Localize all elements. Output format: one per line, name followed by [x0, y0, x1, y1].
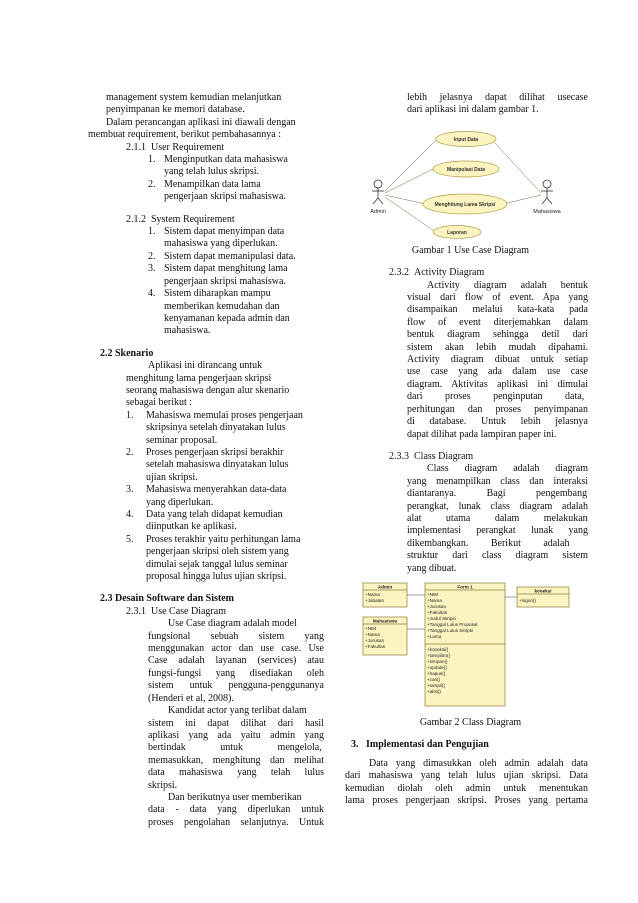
list-item: 3. Mahasiswa menyerahkan data-data yang diperlukan.: [126, 484, 287, 508]
class-op: +cari(): [427, 676, 441, 682]
actor-mahasiswa: [541, 180, 553, 204]
usecase-subheading: 2.3.1 Use Case Diagram: [126, 605, 226, 617]
class-op: +update(): [427, 664, 447, 670]
svg-text:Input Data: Input Data: [453, 136, 479, 143]
svg-text:Laporan: Laporan: [447, 229, 467, 236]
usecase-paragraph-1: Use Case diagram adalah model fungsional sebuah sistem yang menggunakan actor dan use case. Use Case adalah layanan (services) atau fungsi-fungsi yang disediakan oleh sistem untuk pengguna-penggunanya (Henderi et al, 2008).: [148, 618, 324, 704]
list-item: 1. Menginputkan data mahasiswa yang telah lulus skripsi.: [148, 154, 288, 178]
class-attr: +Jabatan: [365, 597, 385, 603]
skenario-line: menghitung lama pengerjaan skripsi: [126, 372, 272, 384]
class-attr: +NIM: [365, 625, 377, 631]
class-mahasiswa-title: Mahasiswa: [372, 618, 398, 624]
class-attr: +Nama: [365, 591, 380, 597]
usecase-laporan: [433, 225, 481, 238]
class-admin-title: Admin: [377, 584, 393, 590]
class-op: +logon(): [519, 597, 536, 603]
skenario-heading: 2.2 Skenario: [100, 347, 154, 359]
class-attr: +Jurusan: [365, 637, 385, 643]
class-koneksi-title: koneksi: [534, 588, 552, 594]
class-op: +simpan(): [427, 658, 448, 664]
list-item: 4. Sistem diharapkan mampu memberikan kemudahan dan kenyamanan kepada admin dan mahasiswa.: [148, 288, 290, 337]
class-attr: +Fakultas: [365, 643, 386, 649]
usecase-paragraph-3: Dan berikutnya user memberikan data - data yang diperlukan untuk proses pengolahan selanjutnya. Untuk: [148, 791, 324, 828]
impl-paragraph: Data yang dimasukkan oleh admin adalah data dari mahasiswa yang telah lulus ujian skripsi. Data kemudian diolah oleh admin untuk menentukan lama proses pengerjaan skripsi. Proses yang pertama: [345, 757, 588, 806]
list-item: 3. Sistem dapat menghitung lama pengerjaan skripsi mahasiswa.: [148, 263, 288, 287]
class-op: +aksi(): [427, 688, 441, 694]
class-attr: +Nama: [427, 597, 442, 603]
class-attr: +Tanggal Lulus Proposal: [427, 621, 478, 627]
class-attr: +Judul Skripsi: [427, 615, 456, 621]
intro-line: Dalam perancangan aplikasi ini diawali dengan: [106, 116, 296, 128]
skenario-line: sebagai berikut :: [126, 397, 193, 409]
intro-line: membuat requirement, berikut pembahasannya :: [88, 129, 281, 141]
usecase-diagram-svg: [345, 121, 588, 239]
activity-paragraph: Activity diagram adalah bentuk visual dari flow of event. Apa yang disampaikan melalui kata-kata pada flow of event diterjemahkan dalam bentuk diagram sehingga detil dari sistem akan lebih mudah dipahami. Activity diagram dibuat untuk setiap use case yang ada dalam use case diagram. Aktivitas aplikasi ini dimulai dari proses penginputan data, perhitungan dan proses penyimpanan di database. Untuk lebih jelasnya dapat dilihat pada lampiran paper ini.: [407, 279, 588, 440]
class-attr: +Lama: [427, 633, 442, 639]
user-req-heading: 2.1.1 User Requirement: [126, 141, 225, 153]
figure-1-caption: Gambar 1 Use Case Diagram: [411, 244, 530, 256]
usecase-manipulasi-data: [433, 161, 499, 177]
desain-heading: 2.3 Desain Software dan Sistem: [100, 593, 234, 605]
intro-line: lebih jelasnya dapat dilihat usecase: [407, 92, 588, 103]
class-attr: +Nama: [365, 631, 380, 637]
usecase-links: [385, 136, 541, 233]
class-attr: +NIM: [427, 591, 439, 597]
actor-admin: [372, 180, 384, 204]
list-item: 2. Proses pengerjaan skripsi berakhir setelah mahasiswa dinyatakan lulus ujian skripsi.: [126, 446, 289, 483]
list-item: 4. Data yang telah didapat kemudian diinputkan ke aplikasi.: [126, 509, 283, 533]
class-heading: 2.3.3 Class Diagram: [389, 450, 474, 462]
class-op: +tampilan(): [427, 652, 451, 658]
usecase-menghitung: [423, 194, 507, 214]
class-diagram-svg: [345, 579, 588, 711]
skenario-line: seorang mahasiswa dengan alur skenario: [126, 384, 290, 396]
class-attr: +Jurusan: [427, 603, 447, 609]
usecase-paragraph-2: Kandidat actor yang terlibat dalam sistem ini dapat dilihat dari hasil aplikasi yang ada yaitu admin yang bertindak untuk mengelola, memasukkan, menghitung dan melihat data mahasiswa yang telah lulus skripsi.: [148, 705, 324, 791]
usecase-input-data: [436, 131, 496, 146]
list-item: 5. Proses terakhir yaitu perhitungan lama pengerjaan skripsi oleh sistem yang dimulai sejak tanggal lulus seminar proposal hingga lulus ujian skripsi.: [126, 533, 301, 583]
list-item: 2. Menampilkan data lama pengerjaan skripsi mahasiswa.: [148, 178, 286, 203]
sys-req-heading: 2.1.2 System Requirement: [126, 213, 235, 225]
class-form-title: Form 1: [457, 584, 473, 590]
figure-2-caption: Gambar 2 Class Diagram: [419, 716, 522, 728]
svg-text:Manipulasi Data: Manipulasi Data: [446, 166, 486, 173]
left-column: [88, 92, 324, 829]
class-op: +tampil(): [427, 682, 445, 688]
actor-admin-label: Admin: [370, 208, 386, 215]
list-item: 2. Sistem dapat memanipulasi data.: [148, 250, 296, 262]
class-diagram: [345, 579, 588, 711]
intro-line: penyimpanan ke memori database.: [106, 104, 245, 116]
class-op: +hapus(): [427, 670, 446, 676]
usecase-diagram: [345, 121, 588, 239]
activity-heading: 2.3.2 Activity Diagram: [389, 267, 485, 279]
impl-heading: 3. Implementasi dan Pengujian: [351, 739, 489, 751]
class-attr: +Tanggal Lulus Skripsi: [427, 627, 474, 633]
skenario-line: Aplikasi ini dirancang untuk: [148, 360, 263, 372]
class-paragraph: Class diagram adalah diagram yang menampilkan class dan interaksi diantaranya. Bagi pengembang perangkat, lunak class diagram adalah alat utama dalam melakukan implementasi perangkat lunak yang dikembangkan. Berikut adalah struktur dari class diagram sistem yang dibuat.: [407, 463, 588, 574]
actor-mahasiswa-label: Mahasiswa: [533, 208, 561, 215]
svg-text:Menghitung Lama Skripsi: Menghitung Lama Skripsi: [434, 201, 496, 208]
list-item: 1. Sistem dapat menyimpan data mahasiswa yang diperlukan.: [148, 226, 285, 250]
intro-line: dari aplikasi ini dalam gambar 1.: [407, 104, 539, 116]
intro-line: management system kemudian melanjutkan: [106, 92, 282, 103]
class-attr: +Fakultas: [427, 609, 448, 615]
list-item: 1. Mahasiswa memulai proses pengerjaan skripsinya setelah dinyatakan lulus seminar proposal.: [126, 409, 303, 446]
class-op: +koneksi(): [427, 646, 449, 652]
right-column: [345, 92, 588, 807]
